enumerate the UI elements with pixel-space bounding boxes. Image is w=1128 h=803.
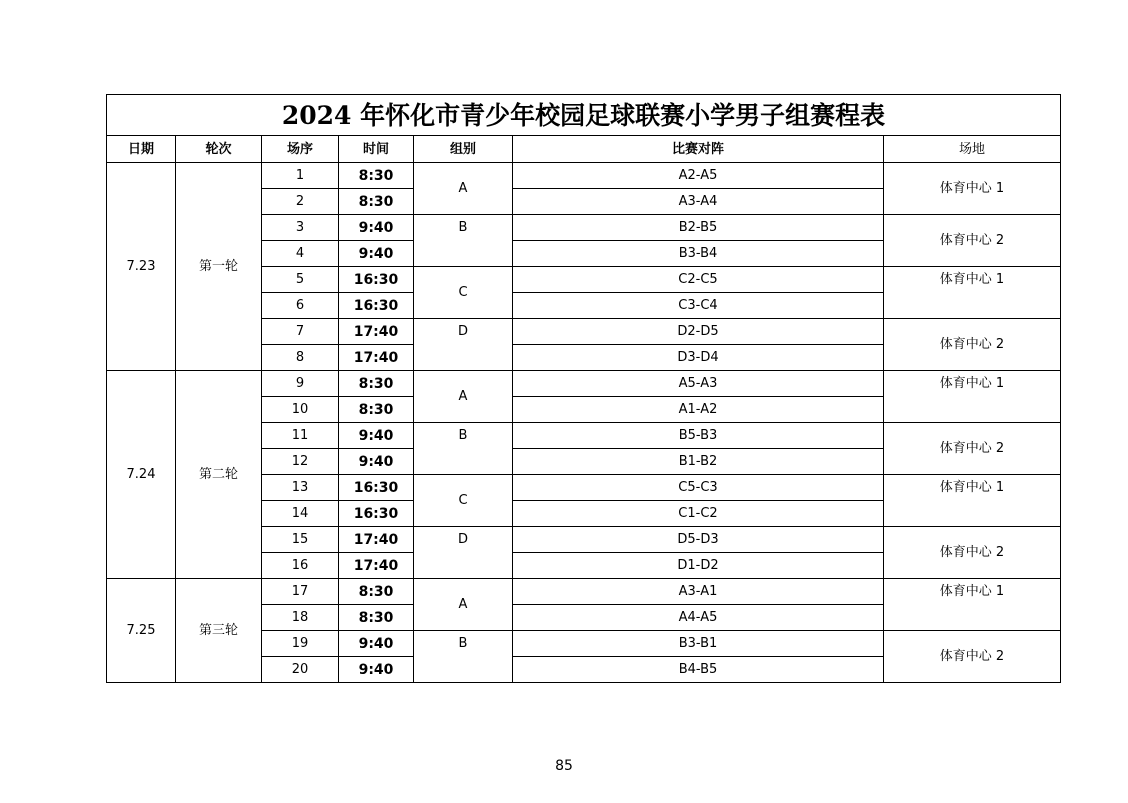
table-row	[107, 579, 1061, 605]
venue-cell: 体育中心 2	[884, 527, 1061, 579]
venue-cell: 体育中心 1	[884, 371, 1061, 397]
match-no-cell: 16	[262, 553, 339, 579]
time-cell: 16:30	[339, 267, 414, 293]
match-no-cell: 1	[262, 163, 339, 189]
group-cell-empty	[414, 657, 513, 683]
venue-cell: 体育中心 1	[884, 163, 1061, 215]
time-cell: 8:30	[339, 579, 414, 605]
fixture-cell: A2-A5	[513, 163, 884, 189]
fixture-cell: B2-B5	[513, 215, 884, 241]
match-no-cell: 15	[262, 527, 339, 553]
group-cell-empty	[414, 345, 513, 371]
fixture-cell: C3-C4	[513, 293, 884, 319]
header-round: 轮次	[176, 136, 262, 163]
fixture-cell: D1-D2	[513, 553, 884, 579]
time-cell: 8:30	[339, 371, 414, 397]
time-cell: 8:30	[339, 163, 414, 189]
venue-cell: 体育中心 1	[884, 475, 1061, 501]
date-cell: 7.23	[107, 163, 176, 371]
fixture-cell: A1-A2	[513, 397, 884, 423]
group-cell: A	[414, 579, 513, 631]
time-cell: 9:40	[339, 215, 414, 241]
fixture-cell: C1-C2	[513, 501, 884, 527]
match-no-cell: 6	[262, 293, 339, 319]
fixture-cell: D5-D3	[513, 527, 884, 553]
time-cell: 9:40	[339, 423, 414, 449]
match-no-cell: 2	[262, 189, 339, 215]
fixture-cell: A5-A3	[513, 371, 884, 397]
header-venue: 场地	[884, 136, 1061, 163]
date-cell: 7.25	[107, 579, 176, 683]
header-match-no: 场序	[262, 136, 339, 163]
fixture-cell: B4-B5	[513, 657, 884, 683]
page-number: 85	[555, 758, 573, 774]
match-no-cell: 18	[262, 605, 339, 631]
match-no-cell: 5	[262, 267, 339, 293]
time-cell: 8:30	[339, 397, 414, 423]
time-cell: 17:40	[339, 345, 414, 371]
group-cell: D	[414, 527, 513, 553]
group-cell: C	[414, 475, 513, 527]
group-cell: C	[414, 267, 513, 319]
time-cell: 17:40	[339, 319, 414, 345]
group-cell: A	[414, 163, 513, 215]
match-no-cell: 13	[262, 475, 339, 501]
round-cell: 第二轮	[176, 371, 262, 579]
time-cell: 9:40	[339, 241, 414, 267]
time-cell: 16:30	[339, 293, 414, 319]
time-cell: 16:30	[339, 501, 414, 527]
group-cell-empty	[414, 449, 513, 475]
group-cell-empty	[414, 241, 513, 267]
match-no-cell: 20	[262, 657, 339, 683]
fixture-cell: C2-C5	[513, 267, 884, 293]
group-cell: B	[414, 631, 513, 657]
time-cell: 8:30	[339, 189, 414, 215]
time-cell: 8:30	[339, 605, 414, 631]
title-row	[107, 95, 1061, 136]
fixture-cell: B5-B3	[513, 423, 884, 449]
group-cell: A	[414, 371, 513, 423]
match-no-cell: 14	[262, 501, 339, 527]
fixture-cell: B3-B4	[513, 241, 884, 267]
time-cell: 9:40	[339, 449, 414, 475]
table-title: 2024 年怀化市青少年校园足球联赛小学男子组赛程表	[107, 95, 1061, 136]
match-no-cell: 4	[262, 241, 339, 267]
header-row	[107, 136, 1061, 163]
match-no-cell: 11	[262, 423, 339, 449]
time-cell: 16:30	[339, 475, 414, 501]
time-cell: 17:40	[339, 527, 414, 553]
header-group: 组别	[414, 136, 513, 163]
venue-cell: 体育中心 2	[884, 215, 1061, 267]
group-cell: B	[414, 215, 513, 241]
header-fixture: 比赛对阵	[513, 136, 884, 163]
venue-cell: 体育中心 2	[884, 319, 1061, 371]
venue-cell-empty	[884, 397, 1061, 423]
match-no-cell: 8	[262, 345, 339, 371]
time-cell: 9:40	[339, 631, 414, 657]
round-cell: 第一轮	[176, 163, 262, 371]
match-no-cell: 19	[262, 631, 339, 657]
header-date: 日期	[107, 136, 176, 163]
time-cell: 17:40	[339, 553, 414, 579]
match-no-cell: 3	[262, 215, 339, 241]
fixture-cell: B3-B1	[513, 631, 884, 657]
venue-cell: 体育中心 1	[884, 267, 1061, 293]
schedule-table	[106, 94, 1061, 683]
time-cell: 9:40	[339, 657, 414, 683]
date-cell: 7.24	[107, 371, 176, 579]
venue-cell: 体育中心 2	[884, 631, 1061, 683]
match-no-cell: 10	[262, 397, 339, 423]
venue-cell: 体育中心 2	[884, 423, 1061, 475]
fixture-cell: D3-D4	[513, 345, 884, 371]
table-row	[107, 371, 1061, 397]
header-time: 时间	[339, 136, 414, 163]
group-cell-empty	[414, 553, 513, 579]
group-cell: D	[414, 319, 513, 345]
venue-cell: 体育中心 1	[884, 579, 1061, 605]
match-no-cell: 17	[262, 579, 339, 605]
venue-cell-empty	[884, 293, 1061, 319]
round-cell: 第三轮	[176, 579, 262, 683]
fixture-cell: D2-D5	[513, 319, 884, 345]
venue-cell-empty	[884, 605, 1061, 631]
match-no-cell: 12	[262, 449, 339, 475]
match-no-cell: 9	[262, 371, 339, 397]
fixture-cell: B1-B2	[513, 449, 884, 475]
fixture-cell: C5-C3	[513, 475, 884, 501]
fixture-cell: A3-A4	[513, 189, 884, 215]
table-row	[107, 163, 1061, 189]
fixture-cell: A3-A1	[513, 579, 884, 605]
match-no-cell: 7	[262, 319, 339, 345]
group-cell: B	[414, 423, 513, 449]
fixture-cell: A4-A5	[513, 605, 884, 631]
venue-cell-empty	[884, 501, 1061, 527]
